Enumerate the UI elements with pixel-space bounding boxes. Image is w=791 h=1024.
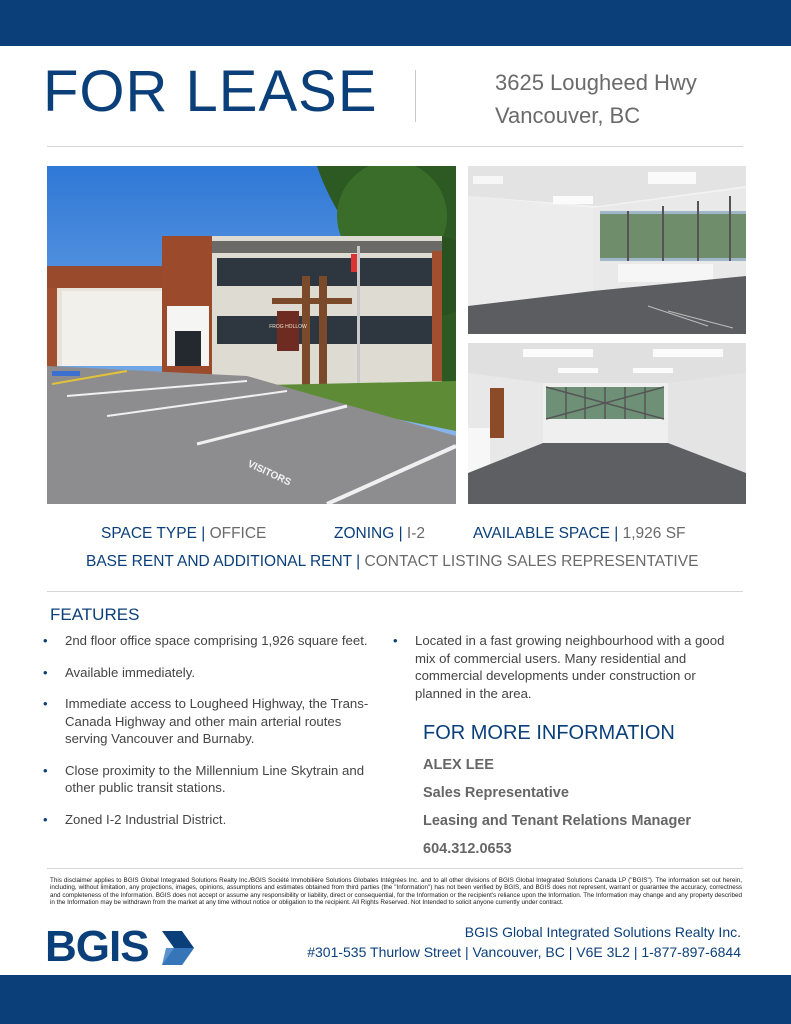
- company-address: #301-535 Thurlow Street | Vancouver, BC | V6E 3L2 | 1-877-897-6844: [307, 944, 741, 960]
- top-banner: [0, 0, 791, 46]
- contact-phone[interactable]: 604.312.0653: [423, 841, 512, 857]
- building-exterior-photo: [47, 166, 456, 504]
- rent-label: BASE RENT AND ADDITIONAL RENT |: [86, 553, 361, 570]
- features-list-left: [43, 632, 373, 842]
- bottom-banner: [0, 975, 791, 1024]
- legal-disclaimer: This disclaimer applies to BGIS Global Integrated Solutions Realty Inc./BGIS Société Immobilière Solutions Globales Intégrées Inc. and to all other divisions of BGIS Global Integrated Solutions Canada LP ("BGIS"). The information set out herein, including, without limitation, any projections, images, opinions, assumptions and estimates obtained from third parties (the "Information") has not been verified by BGIS, and BGIS does not represent, warrant or guarantee the accuracy, correctness and completeness of the Information. BGIS does not accept or assume any responsibility or liability, direct or consequential, for the Information or the recipient's reliance upon the Information. The Information may change and any property described in the Information may be withdrawn from the market at any time without notice or obligation to the recipient. All Rights Reserved. Not Intended to solicit anyone currently under contract.: [50, 877, 742, 907]
- list-item: • Immediate access to Lougheed Highway, the Trans-Canada Highway and other main arterial routes serving Vancouver and Burnaby.: [43, 695, 373, 748]
- available-space-spec: [473, 525, 686, 543]
- list-item: • Located in a fast growing neighbourhood with a good mix of commercial users. Many residential and commercial developments under construction or planned in the area.: [393, 632, 743, 702]
- list-item: • 2nd floor office space comprising 1,926 square feet.: [43, 632, 373, 650]
- features-list-right: [393, 632, 743, 716]
- zoning-label: ZONING |: [334, 525, 403, 542]
- space-type-value: OFFICE: [209, 525, 267, 542]
- chevron-logo-icon: [160, 929, 196, 967]
- company-name: BGIS Global Integrated Solutions Realty Inc.: [464, 924, 741, 940]
- list-item: • Available immediately.: [43, 664, 373, 682]
- space-type-spec: [101, 525, 266, 543]
- headline: FOR LEASE: [43, 59, 378, 124]
- address-line-1: 3625 Lougheed Hwy: [495, 70, 697, 95]
- contact-title: FOR MORE INFORMATION: [423, 722, 675, 744]
- zoning-spec: [334, 525, 425, 543]
- features-title: FEATURES: [50, 605, 140, 624]
- specs-rule: [47, 591, 743, 592]
- zoning-value: I-2: [406, 525, 426, 542]
- available-space-label: AVAILABLE SPACE |: [473, 525, 619, 542]
- logo-wordmark: BGIS: [45, 922, 149, 971]
- parking-visitors-marking: VISITORS: [245, 458, 293, 489]
- rent-spec: [86, 553, 698, 571]
- space-type-label: SPACE TYPE |: [101, 525, 206, 542]
- interior-photo-2: [468, 343, 746, 504]
- contact-role: Sales Representative: [423, 785, 569, 801]
- list-item: • Close proximity to the Millennium Line Skytrain and other public transit stations.: [43, 762, 373, 797]
- header-divider: [415, 70, 416, 122]
- bgis-logo: [45, 922, 195, 971]
- frog-hollow-sign: FROG HOLLOW: [269, 324, 307, 330]
- address-line-2: Vancouver, BC: [495, 103, 641, 128]
- contact-role-secondary: Leasing and Tenant Relations Manager: [423, 813, 692, 829]
- list-item: • Zoned I-2 Industrial District.: [43, 811, 373, 829]
- property-address: [495, 66, 697, 132]
- available-space-value: 1,926 SF: [622, 525, 686, 542]
- disclaimer-rule: [47, 868, 743, 869]
- rent-value: CONTACT LISTING SALES REPRESENTATIVE: [364, 553, 699, 570]
- contact-name: ALEX LEE: [423, 757, 494, 773]
- interior-photo-1: [468, 166, 746, 334]
- header-rule: [47, 146, 743, 147]
